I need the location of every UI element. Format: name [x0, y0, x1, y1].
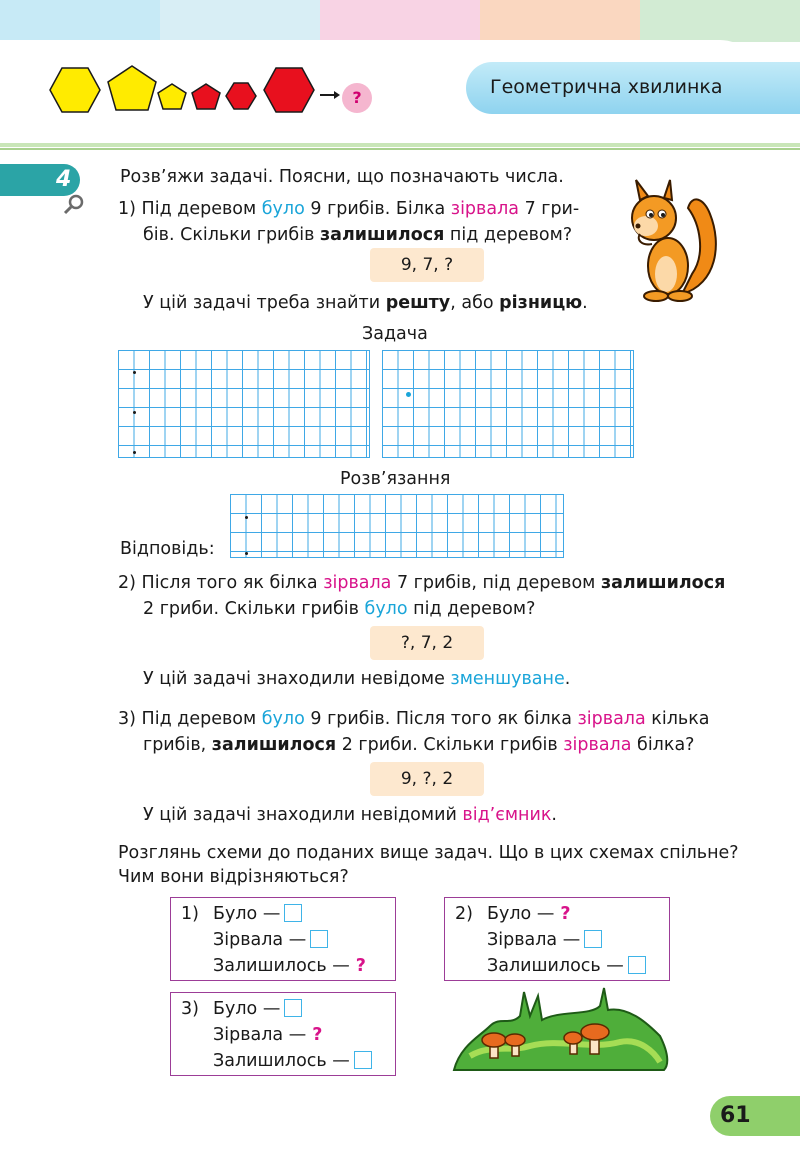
- question-circle: ?: [342, 83, 372, 113]
- top-color-bar: [0, 0, 800, 42]
- shape-sequence: [48, 62, 378, 118]
- header-divider-thin: [0, 148, 800, 150]
- compare-line2: Чим вони відрізняються?: [118, 867, 349, 887]
- label-answer: Відповідь:: [120, 539, 215, 559]
- magnifier-icon: [62, 192, 86, 216]
- scheme-row-zalyshylos: Залишилось — ?: [213, 956, 366, 976]
- scheme-3: [170, 992, 396, 1076]
- yellow-hexagon-large: [50, 68, 100, 112]
- p2-numbers-chip: ?, 7, 2: [370, 626, 484, 660]
- grid-dot: [133, 451, 136, 454]
- p2-note: У цій задачі знаходили невідоме зменшуване.: [143, 669, 571, 689]
- p2-line1: 2) Після того як білка зірвала 7 грибів, під деревом залишилося: [118, 573, 726, 593]
- p3-numbers-chip: 9, ?, 2: [370, 762, 484, 796]
- scheme-row-zirvala: Зірвала —: [213, 928, 328, 952]
- answer-box[interactable]: [584, 930, 602, 948]
- answer-box[interactable]: [284, 904, 302, 922]
- red-hexagon-small: [226, 83, 256, 109]
- task-grid-left[interactable]: [118, 350, 370, 458]
- answer-box[interactable]: [284, 999, 302, 1017]
- p3-line2: грибів, залишилося 2 гриби. Скільки грибів зірвала білка?: [143, 735, 695, 755]
- p3-line1: 3) Під деревом було 9 грибів. Після того як білка зірвала кілька: [118, 709, 710, 729]
- scheme-row-zirvala: Зірвала — ?: [213, 1025, 323, 1045]
- grid-dot: [133, 371, 136, 374]
- scheme-num: 3): [181, 999, 199, 1019]
- p1-line1: 1) Під деревом було 9 грибів. Білка зірвала 7 гри-: [118, 199, 580, 219]
- arrow-head: [334, 91, 340, 99]
- scheme-row-zalyshylos: Залишилось —: [487, 954, 646, 978]
- red-hexagon-large: [264, 68, 314, 112]
- scheme-row-bulo: Було —: [213, 902, 302, 926]
- p3-note: У цій задачі знаходили невідомий від’ємник.: [143, 805, 557, 825]
- scheme-row-bulo: Було — ?: [487, 904, 571, 924]
- yellow-pentagon-small: [158, 84, 186, 109]
- grid-dot: [406, 392, 411, 397]
- grid-dot: [245, 516, 248, 519]
- task-intro: Розв’яжи задачі. Поясни, що позначають числа.: [120, 167, 564, 187]
- solution-grid[interactable]: [230, 494, 564, 558]
- yellow-pentagon-large: [108, 66, 156, 110]
- scheme-row-zirvala: Зірвала —: [487, 928, 602, 952]
- answer-box[interactable]: [628, 956, 646, 974]
- p1-line2: бів. Скільки грибів залишилося під деревом?: [143, 225, 573, 245]
- scheme-1: [170, 897, 396, 981]
- label-solution: Розв’язання: [340, 469, 451, 489]
- p1-note: У цій задачі треба знайти решту, або різницю.: [143, 293, 588, 313]
- squirrel-illustration: [622, 174, 722, 306]
- scheme-2: [444, 897, 670, 981]
- grid-dot: [133, 411, 136, 414]
- p1-numbers-chip: 9, 7, ?: [370, 248, 484, 282]
- scheme-num: 1): [181, 904, 199, 924]
- answer-box[interactable]: [354, 1051, 372, 1069]
- grid-dot: [245, 552, 248, 555]
- scheme-num: 2): [455, 904, 473, 924]
- p2-line2: 2 гриби. Скільки грибів було під деревом?: [143, 599, 536, 619]
- grass-mushrooms-illustration: [450, 986, 672, 1074]
- scheme-row-zalyshylos: Залишилось —: [213, 1049, 372, 1073]
- header-divider: [0, 143, 800, 147]
- compare-line1: Розглянь схеми до поданих вище задач. Що в цих схемах спільне?: [118, 843, 739, 863]
- label-task: Задача: [362, 324, 428, 344]
- section-title: Геометрична хвилинка: [466, 62, 800, 114]
- answer-box[interactable]: [310, 930, 328, 948]
- page-number: 61: [710, 1096, 800, 1136]
- task-grid-right[interactable]: [382, 350, 634, 458]
- task-number-tab: 4: [0, 164, 80, 196]
- red-pentagon-small: [192, 84, 220, 109]
- scheme-row-bulo: Було —: [213, 997, 302, 1021]
